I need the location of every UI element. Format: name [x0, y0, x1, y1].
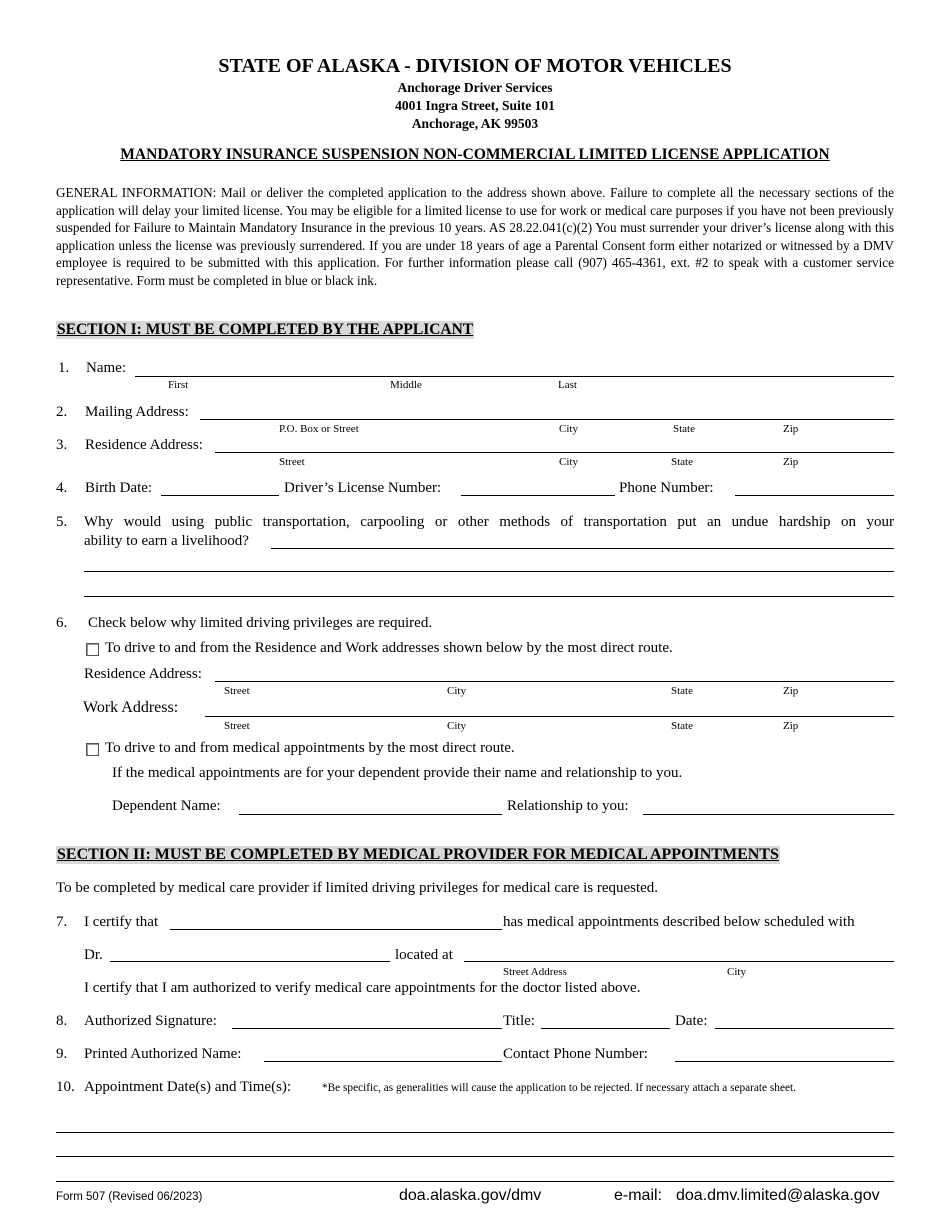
- relationship-label: Relationship to you:: [507, 798, 629, 814]
- q7-number: 7.: [56, 914, 68, 930]
- middle-sublabel: Middle: [390, 379, 422, 391]
- dependent-name-label: Dependent Name:: [112, 798, 221, 814]
- q10-number: 10.: [56, 1079, 75, 1095]
- q1-number: 1.: [58, 360, 70, 376]
- signature-field[interactable]: [232, 1028, 502, 1029]
- state-sublabel: State: [671, 720, 693, 732]
- section-2-intro: To be completed by medical care provider if limited driving privileges for medical care is requested.: [56, 880, 659, 896]
- zip-sublabel: Zip: [783, 720, 799, 732]
- work-address-field[interactable]: [205, 716, 894, 717]
- general-information: GENERAL INFORMATION: Mail or deliver the completed application to the address shown above. Failure to complete all the necessary sections of the application will delay your limited license. You may be eligible for a limited license to use for work or medical care purposes if you have not been previously suspended for Failure to Maintain Mandatory Insurance in the previous 10 years. AS 28.22.041(c)(2) You must surrender your driver’s license along with this application unless the license was previously surrendered. If you are under 18 years of age a Parental Consent form either notarized or witnessed by a DMV employee is required to be submitted with this application. For further information please call (907) 465-4361, ext. #2 to speak with a customer service representative. Form must be completed in blue or black ink.: [56, 185, 894, 288]
- city-sublabel: City: [559, 423, 578, 435]
- street-sublabel: Street: [224, 720, 250, 732]
- authorization-statement: I certify that I am authorized to verify medical care appointments for the doctor listed above.: [84, 980, 641, 996]
- email-link[interactable]: doa.dmv.limited@alaska.gov: [676, 1187, 880, 1204]
- office-city: Anchorage, AK 99503: [411, 116, 539, 131]
- form-number: Form 507 (Revised 06/2023): [56, 1191, 203, 1203]
- q2-number: 2.: [56, 404, 68, 420]
- hardship-question-cont: ability to earn a livelihood?: [84, 533, 249, 549]
- date-label: Date:: [675, 1013, 708, 1029]
- relationship-field[interactable]: [643, 814, 894, 815]
- name-label: Name:: [86, 360, 126, 376]
- contact-phone-field[interactable]: [675, 1061, 894, 1062]
- residence-address-field[interactable]: [215, 452, 894, 453]
- appointment-note: *Be specific, as generalities will cause the application to be rejected. If necessary attach a separate sheet.: [322, 1082, 796, 1094]
- email-label: e-mail:: [614, 1187, 663, 1204]
- website-link[interactable]: doa.alaska.gov/dmv: [399, 1187, 542, 1204]
- section-1-heading: SECTION I: MUST BE COMPLETED BY THE APPLICANT: [57, 321, 474, 338]
- state-sublabel: State: [673, 423, 695, 435]
- hardship-answer-line-1[interactable]: [271, 548, 894, 549]
- work-route-option: To drive to and from the Residence and Work addresses shown below by the most direct route.: [105, 640, 673, 656]
- doctor-name-field[interactable]: [110, 961, 390, 962]
- dependent-note: If the medical appointments are for your dependent provide their name and relationship to you.: [112, 765, 683, 781]
- q6-residence-label: Residence Address:: [84, 666, 202, 682]
- phone-number-field[interactable]: [735, 495, 894, 496]
- office-name: Anchorage Driver Services: [397, 80, 553, 95]
- state-sublabel: State: [671, 685, 693, 697]
- q6-number: 6.: [56, 615, 68, 631]
- work-route-checkbox[interactable]: [86, 643, 99, 656]
- medical-route-option: To drive to and from medical appointments by the most direct route.: [105, 740, 515, 756]
- license-number-field[interactable]: [461, 495, 615, 496]
- city-sublabel: City: [727, 966, 746, 978]
- zip-sublabel: Zip: [783, 456, 799, 468]
- state-sublabel: State: [671, 456, 693, 468]
- printed-name-label: Printed Authorized Name:: [84, 1046, 242, 1062]
- q4-number: 4.: [56, 480, 68, 496]
- agency-title: STATE OF ALASKA - DIVISION OF MOTOR VEHICLES: [218, 55, 732, 77]
- title-label: Title:: [503, 1013, 535, 1029]
- street-address-sublabel: Street Address: [503, 966, 567, 978]
- printed-name-field[interactable]: [264, 1061, 502, 1062]
- q8-number: 8.: [56, 1013, 68, 1029]
- appointment-label: Appointment Date(s) and Time(s):: [84, 1079, 292, 1095]
- license-number-label: Driver’s License Number:: [284, 480, 442, 496]
- zip-sublabel: Zip: [783, 685, 799, 697]
- last-sublabel: Last: [558, 379, 577, 391]
- birth-date-label: Birth Date:: [85, 480, 153, 496]
- name-field[interactable]: [135, 376, 894, 377]
- doctor-address-field[interactable]: [464, 961, 894, 962]
- q9-number: 9.: [56, 1046, 68, 1062]
- city-sublabel: City: [559, 456, 578, 468]
- first-sublabel: First: [168, 379, 189, 391]
- street-sublabel: Street: [279, 456, 305, 468]
- hardship-question: Why would using public transportation, carpooling or other methods of transportation put an undue hardship on your: [84, 514, 894, 530]
- hardship-answer-line-2[interactable]: [84, 571, 894, 572]
- appointment-line-3[interactable]: [56, 1181, 894, 1182]
- appointment-line-1[interactable]: [56, 1132, 894, 1133]
- located-at-label: located at: [395, 947, 453, 963]
- residence-address-label: Residence Address:: [85, 437, 203, 453]
- work-address-label: Work Address:: [83, 699, 179, 716]
- signature-label: Authorized Signature:: [84, 1013, 217, 1029]
- section-2-heading: SECTION II: MUST BE COMPLETED BY MEDICAL PROVIDER FOR MEDICAL APPOINTMENTS: [57, 846, 779, 863]
- form-title: MANDATORY INSURANCE SUSPENSION NON-COMMERCIAL LIMITED LICENSE APPLICATION: [120, 146, 830, 163]
- mailing-address-field[interactable]: [200, 419, 894, 420]
- office-street: 4001 Ingra Street, Suite 101: [395, 98, 555, 113]
- q5-number: 5.: [56, 514, 68, 530]
- appointment-line-2[interactable]: [56, 1156, 894, 1157]
- dr-label: Dr.: [84, 947, 103, 963]
- zip-sublabel: Zip: [783, 423, 799, 435]
- po-box-sublabel: P.O. Box or Street: [279, 423, 359, 435]
- city-sublabel: City: [447, 720, 466, 732]
- q3-number: 3.: [56, 437, 68, 453]
- title-field[interactable]: [541, 1028, 670, 1029]
- hardship-answer-line-3[interactable]: [84, 596, 894, 597]
- dependent-name-field[interactable]: [239, 814, 502, 815]
- has-appointments-text: has medical appointments described below scheduled with: [503, 914, 855, 930]
- contact-phone-label: Contact Phone Number:: [503, 1046, 648, 1062]
- patient-name-field[interactable]: [170, 929, 502, 930]
- medical-route-checkbox[interactable]: [86, 743, 99, 756]
- city-sublabel: City: [447, 685, 466, 697]
- mailing-address-label: Mailing Address:: [85, 404, 189, 420]
- privileges-label: Check below why limited driving privileges are required.: [88, 615, 433, 631]
- phone-number-label: Phone Number:: [619, 480, 714, 496]
- q6-residence-field[interactable]: [215, 681, 894, 682]
- date-field[interactable]: [715, 1028, 894, 1029]
- street-sublabel: Street: [224, 685, 250, 697]
- birth-date-field[interactable]: [161, 495, 279, 496]
- certify-label: I certify that: [84, 914, 159, 930]
